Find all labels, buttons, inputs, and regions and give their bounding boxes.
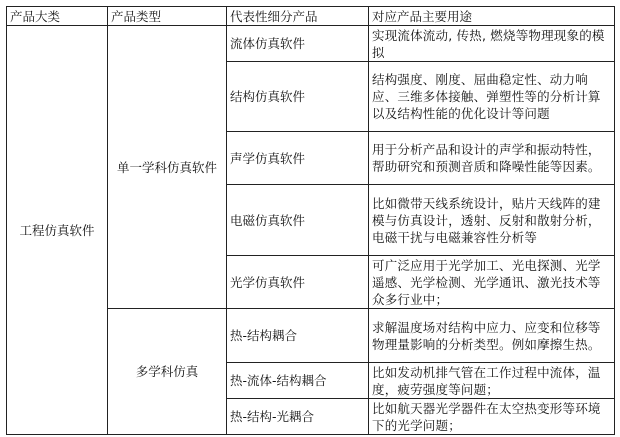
- product-cell: 光学仿真软件: [227, 256, 369, 309]
- usage-cell: 比如发动机排气管在工作过程中流体，温度，疲劳强度等问题；: [369, 363, 615, 399]
- usage-cell: 实现流体流动, 传热, 燃烧等物理现象的模拟: [369, 26, 615, 62]
- usage-cell: 比如微带天线系统设计，贴片天线阵的建模与仿真设计，透射、反射和散射分析，电磁干扰与电磁兼容性分析等: [369, 185, 615, 256]
- header-usage: 对应产品主要用途: [369, 7, 615, 26]
- product-cell: 声学仿真软件: [227, 132, 369, 185]
- usage-cell: 结构强度、刚度、屈曲稳定性、动力响应、三维多体接触、弹塑性等的分析计算以及结构性能的优化设计等问题: [369, 62, 615, 132]
- header-category: 产品大类: [7, 7, 108, 26]
- category-cell: 工程仿真软件: [7, 26, 108, 435]
- product-cell: 热-流体-结构耦合: [227, 363, 369, 399]
- usage-cell: 用于分析产品和设计的声学和振动特性，帮助研究和预测音质和降噪性能等因素。: [369, 132, 615, 185]
- type-cell-multi: 多学科仿真: [108, 309, 227, 435]
- usage-cell: 可广泛应用于光学加工、光电探测、光学遥感、光学检测、光学通讯、激光技术等众多行业中；: [369, 256, 615, 309]
- product-cell: 电磁仿真软件: [227, 185, 369, 256]
- product-cell: 热-结构-光耦合: [227, 399, 369, 435]
- usage-cell: 比如航天器光学器件在太空热变形等环境下的光学问题；: [369, 399, 615, 435]
- header-type: 产品类型: [108, 7, 227, 26]
- product-cell: 流体仿真软件: [227, 26, 369, 62]
- header-row: [7, 7, 615, 26]
- table-row: [7, 26, 615, 62]
- header-product: 代表性细分产品: [227, 7, 369, 26]
- product-cell: 结构仿真软件: [227, 62, 369, 132]
- type-cell-single: 单一学科仿真软件: [108, 26, 227, 309]
- usage-cell: 求解温度场对结构中应力、应变和位移等物理量影响的分析类型。例如摩擦生热。: [369, 309, 615, 363]
- product-cell: 热-结构耦合: [227, 309, 369, 363]
- product-table: [6, 6, 615, 435]
